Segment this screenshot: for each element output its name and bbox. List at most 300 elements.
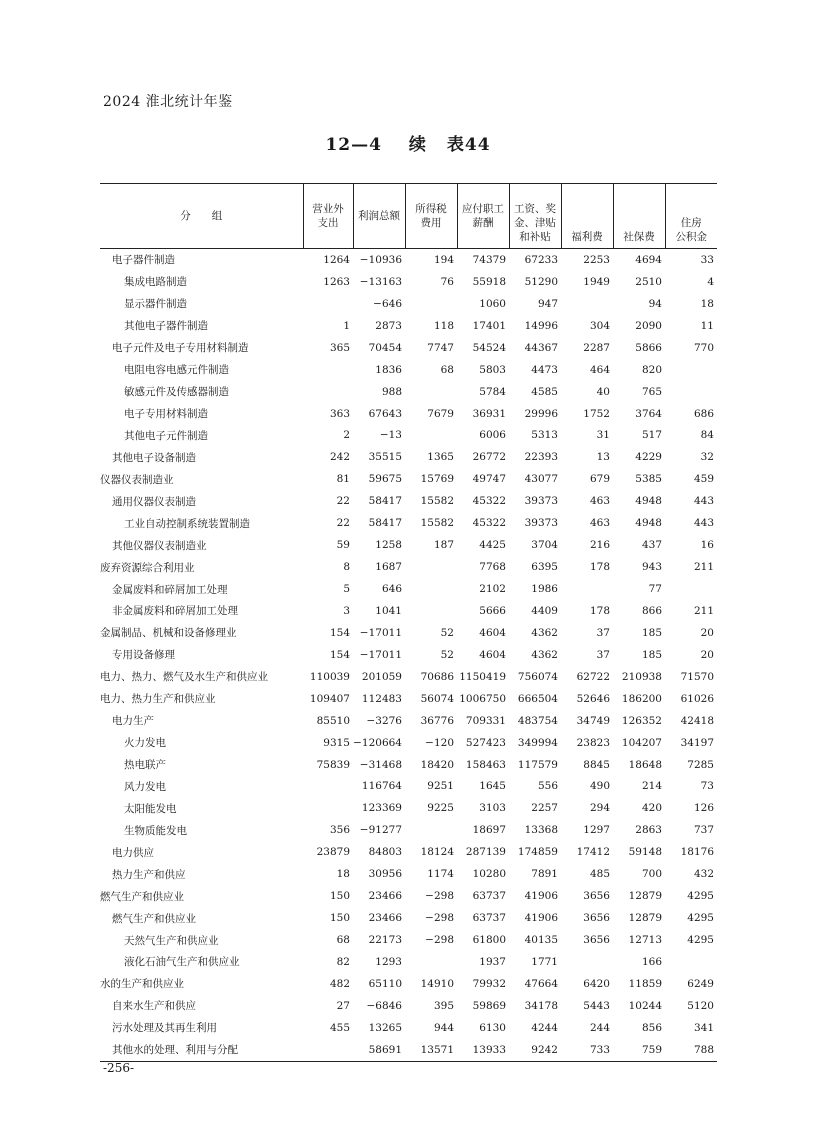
row-value: 2863	[635, 824, 662, 837]
row-value	[665, 381, 717, 403]
table-row	[100, 973, 717, 995]
row-value: 13265	[368, 1021, 402, 1034]
row-value	[405, 381, 457, 403]
row-value	[665, 359, 717, 381]
row-value: 18	[700, 297, 714, 310]
row-label: 金属废料和碎屑加工处理	[112, 583, 228, 596]
row-value: 51290	[524, 275, 558, 288]
row-value: 4295	[687, 912, 714, 925]
row-label: 风力发电	[124, 780, 166, 793]
row-value: 944	[433, 1021, 454, 1034]
row-value	[561, 578, 613, 600]
row-value: 733	[561, 1039, 613, 1061]
row-value: 14910	[420, 977, 454, 990]
table-header	[100, 184, 717, 249]
row-value: 62722	[576, 670, 610, 683]
header-welfare: 福利费	[561, 184, 613, 249]
row-value: 216	[589, 539, 610, 552]
row-value: 4362	[531, 626, 558, 639]
row-value: 44367	[524, 341, 558, 354]
row-value: 41906	[524, 912, 558, 925]
table-row	[100, 534, 717, 556]
row-value: 4295	[687, 890, 714, 903]
row-value: 349994	[517, 736, 558, 749]
row-value: 150	[329, 912, 350, 925]
header-wages: 工资、奖 金、津贴 和补贴	[509, 184, 561, 249]
row-value: 36931	[472, 407, 506, 420]
row-label: 显示器件制造	[124, 298, 187, 311]
row-value: 13368	[524, 824, 558, 837]
row-value: 18697	[472, 824, 506, 837]
row-value: 45322	[472, 517, 506, 530]
row-value: 33	[700, 253, 714, 266]
row-label: 太阳能发电	[124, 802, 177, 815]
row-value: 9225	[427, 802, 454, 815]
row-value: 490	[589, 780, 610, 793]
table-row	[100, 797, 717, 819]
row-value: 211	[693, 604, 714, 617]
row-label: 其他水的处理、利用与分配	[100, 1039, 303, 1061]
row-value: −298	[425, 934, 454, 947]
row-value: 40135	[524, 934, 558, 947]
row-value: 6420	[583, 977, 610, 990]
row-value: 79932	[472, 977, 506, 990]
row-value: 12879	[628, 912, 662, 925]
row-value: −17011	[359, 626, 402, 639]
row-value: 13571	[405, 1039, 457, 1061]
row-value: 1645	[479, 780, 506, 793]
row-value: 1263	[323, 275, 350, 288]
row-value: 45322	[472, 495, 506, 508]
table-name-1: 续	[408, 135, 427, 155]
row-value: 1365	[427, 451, 454, 464]
row-value: 18176	[680, 846, 714, 859]
row-value	[405, 293, 457, 315]
row-label: 燃气生产和供应业	[112, 912, 196, 925]
row-value: 1986	[531, 583, 558, 596]
row-value	[303, 381, 353, 403]
row-label: 非金属废料和碎屑加工处理	[112, 605, 238, 618]
table-row	[100, 622, 717, 644]
row-value: 866	[641, 604, 662, 617]
row-value: 3656	[583, 912, 610, 925]
row-value: 34749	[576, 714, 610, 727]
row-label: 其他电子元件制造	[124, 429, 208, 442]
row-value: 356	[329, 824, 350, 837]
row-value: 1258	[375, 539, 402, 552]
row-value: 4295	[687, 934, 714, 947]
row-value: 4	[707, 275, 714, 288]
row-value: 4604	[479, 648, 506, 661]
row-value: 7679	[427, 407, 454, 420]
row-value: 3764	[635, 407, 662, 420]
row-value: 210938	[621, 670, 662, 683]
row-value: 646	[381, 583, 402, 596]
row-value: 2257	[531, 802, 558, 815]
row-value: 70686	[420, 670, 454, 683]
table-row	[100, 644, 717, 666]
table-row	[100, 1039, 717, 1061]
table-row	[100, 1017, 717, 1039]
table-row	[100, 666, 717, 688]
row-label: 天然气生产和供应业	[124, 934, 219, 947]
row-value: 68	[440, 363, 454, 376]
table-row	[100, 490, 717, 512]
row-value: 214	[641, 780, 662, 793]
table-row	[100, 359, 717, 381]
row-value: 4409	[531, 604, 558, 617]
row-value: 6249	[687, 977, 714, 990]
row-value: 3103	[479, 802, 506, 815]
row-value	[561, 951, 613, 973]
row-value: 464	[589, 363, 610, 376]
row-value: 58691	[353, 1039, 405, 1061]
statistics-table-container	[100, 183, 717, 1062]
row-value: 158463	[465, 758, 506, 771]
row-value: 18	[336, 868, 350, 881]
row-value: 52646	[576, 692, 610, 705]
row-value: 943	[641, 561, 662, 574]
row-value: 59148	[628, 846, 662, 859]
row-value: 437	[641, 539, 662, 552]
row-value: 3656	[583, 934, 610, 947]
row-value: 756074	[517, 670, 558, 683]
row-value: 5666	[479, 604, 506, 617]
table-row	[100, 425, 717, 447]
row-value: 43077	[524, 473, 558, 486]
row-value: 4948	[635, 517, 662, 530]
table-row	[100, 337, 717, 359]
row-value: 1150419	[459, 670, 506, 683]
row-value: 6130	[479, 1021, 506, 1034]
header-income-tax: 所得税 费用	[405, 184, 457, 249]
table-row	[100, 885, 717, 907]
row-value: −3276	[366, 714, 402, 727]
row-value	[405, 951, 457, 973]
row-value: 4604	[479, 626, 506, 639]
row-value: 178	[589, 561, 610, 574]
row-value: 54524	[472, 341, 506, 354]
row-value: 820	[641, 363, 662, 376]
header-social-security: 社保费	[613, 184, 665, 249]
row-value: 7285	[687, 758, 714, 771]
row-label: 废弃资源综合利用业	[100, 561, 195, 574]
row-value: −13163	[359, 275, 402, 288]
row-value: 2253	[583, 253, 610, 266]
row-value: 463	[589, 517, 610, 530]
row-value: 154	[329, 626, 350, 639]
header-group: 分 组	[100, 184, 303, 249]
row-value: 12713	[628, 934, 662, 947]
row-value: 27	[336, 999, 350, 1012]
row-value	[405, 425, 457, 447]
row-value	[405, 578, 457, 600]
row-value: 5784	[479, 385, 506, 398]
row-label: 生物质能发电	[124, 824, 187, 837]
table-row	[100, 468, 717, 490]
table-row	[100, 293, 717, 315]
row-value: 6395	[531, 561, 558, 574]
row-value: 556	[537, 780, 558, 793]
row-value: 31	[596, 429, 610, 442]
row-label: 专用设备修理	[112, 649, 175, 662]
row-value: 29996	[524, 407, 558, 420]
row-value: 6006	[479, 429, 506, 442]
row-value: 443	[693, 517, 714, 530]
row-value: 187	[433, 539, 454, 552]
row-value: 23823	[576, 736, 610, 749]
row-value: 294	[589, 802, 610, 815]
row-value: 13933	[457, 1039, 509, 1061]
row-label: 电阻电容电感元件制造	[124, 364, 229, 377]
table-row	[100, 776, 717, 798]
row-value: 37	[596, 626, 610, 639]
table-row	[100, 271, 717, 293]
row-value: 1293	[375, 955, 402, 968]
row-value: 2102	[479, 583, 506, 596]
row-value: 58417	[368, 517, 402, 530]
row-value: 23466	[368, 912, 402, 925]
row-value: 1	[343, 319, 350, 332]
table-row	[100, 754, 717, 776]
row-value: 23879	[316, 846, 350, 859]
row-value: 9315	[323, 736, 350, 749]
row-value: 4229	[635, 451, 662, 464]
row-value: 185	[641, 648, 662, 661]
row-value: 40	[596, 385, 610, 398]
row-value: 856	[641, 1021, 662, 1034]
row-value: 61800	[472, 934, 506, 947]
row-value: 15769	[420, 473, 454, 486]
row-value	[665, 951, 717, 973]
row-value: 34197	[680, 736, 714, 749]
row-value: 20	[700, 648, 714, 661]
row-label: 热电联产	[124, 759, 166, 772]
row-value: 26772	[472, 451, 506, 464]
row-value: 1836	[375, 363, 402, 376]
row-value: 18420	[420, 758, 454, 771]
row-value: 11859	[628, 977, 662, 990]
table-row	[100, 710, 717, 732]
row-value: 18124	[420, 846, 454, 859]
row-value: 482	[329, 977, 350, 990]
row-value: 5385	[635, 473, 662, 486]
row-value: 63737	[472, 890, 506, 903]
row-label: 敏感元件及传感器制造	[124, 386, 229, 399]
row-value: 67233	[524, 253, 558, 266]
row-value: 788	[665, 1039, 717, 1061]
row-value: 3704	[531, 539, 558, 552]
row-value: 2510	[635, 275, 662, 288]
row-value: 11	[700, 319, 714, 332]
row-label: 电力生产	[112, 715, 154, 728]
row-value: 35515	[368, 451, 402, 464]
row-label: 电子器件制造	[112, 254, 175, 267]
row-value: 194	[433, 253, 454, 266]
table-title	[0, 130, 816, 155]
row-label: 水的生产和供应业	[100, 978, 184, 991]
row-value: 12879	[628, 890, 662, 903]
row-value: 686	[693, 407, 714, 420]
row-value: 2287	[583, 341, 610, 354]
row-value: 709331	[465, 714, 506, 727]
row-value: 47664	[524, 977, 558, 990]
row-label: 污水处理及其再生利用	[112, 1022, 217, 1035]
row-value: 16	[700, 539, 714, 552]
row-value: 150	[329, 890, 350, 903]
table-row	[100, 863, 717, 885]
row-value: 42418	[680, 714, 714, 727]
row-value: 3	[343, 604, 350, 617]
row-value: 77	[648, 583, 662, 596]
row-value: 18648	[628, 758, 662, 771]
row-value: 68	[336, 934, 350, 947]
row-value: 483754	[517, 714, 558, 727]
table-row	[100, 841, 717, 863]
table-row	[100, 403, 717, 425]
row-value: 1006750	[459, 692, 506, 705]
row-value: 14996	[524, 319, 558, 332]
row-value: 74379	[472, 253, 506, 266]
row-label: 其他电子设备制造	[112, 451, 196, 464]
row-value: 71570	[680, 670, 714, 683]
row-value: 17401	[472, 319, 506, 332]
table-row	[100, 512, 717, 534]
row-value: −17011	[359, 648, 402, 661]
row-value: −10936	[359, 253, 402, 266]
row-value: 8	[343, 561, 350, 574]
row-value: 1949	[583, 275, 610, 288]
row-value: 1041	[375, 604, 402, 617]
page-number: -256-	[103, 1061, 135, 1075]
row-value: 59869	[472, 999, 506, 1012]
row-value: 700	[641, 868, 662, 881]
row-value: 61026	[680, 692, 714, 705]
row-value: 55918	[472, 275, 506, 288]
row-value: 166	[641, 955, 662, 968]
table-number: 12—4	[325, 135, 382, 155]
row-value: 1297	[583, 824, 610, 837]
row-value: 5866	[635, 341, 662, 354]
table-row	[100, 951, 717, 973]
row-value: 244	[589, 1021, 610, 1034]
table-row	[100, 578, 717, 600]
row-value: 49747	[472, 473, 506, 486]
table-row	[100, 929, 717, 951]
row-value: 4473	[531, 363, 558, 376]
row-value: 10280	[472, 868, 506, 881]
row-value	[405, 819, 457, 841]
row-value: 109407	[309, 692, 350, 705]
statistics-table	[100, 183, 717, 1062]
row-value: 4425	[479, 539, 506, 552]
row-value: 85510	[316, 714, 350, 727]
table-row	[100, 688, 717, 710]
table-name-2: 表44	[446, 135, 491, 155]
row-value: 104207	[621, 736, 662, 749]
row-value: 201059	[361, 670, 402, 683]
header-payroll-payable: 应付职工 薪酬	[457, 184, 509, 249]
row-label: 火力发电	[124, 737, 166, 750]
row-value: 67643	[368, 407, 402, 420]
row-value: 39373	[524, 495, 558, 508]
row-value: 485	[589, 868, 610, 881]
table-row	[100, 907, 717, 929]
row-value: 2	[343, 429, 350, 442]
row-value	[303, 797, 353, 819]
table-row	[100, 381, 717, 403]
row-value: 20	[700, 626, 714, 639]
row-label: 电力供应	[112, 846, 154, 859]
row-label: 仪器仪表制造业	[100, 473, 174, 486]
row-value: 395	[433, 999, 454, 1012]
row-value: −91277	[359, 824, 402, 837]
row-value: 32	[700, 451, 714, 464]
row-value	[561, 293, 613, 315]
row-value	[303, 776, 353, 798]
row-value: −6846	[366, 999, 402, 1012]
row-value: 81	[336, 473, 350, 486]
row-value: 185	[641, 626, 662, 639]
row-value: 118	[433, 319, 454, 332]
row-value: 154	[329, 648, 350, 661]
row-label: 工业自动控制系统装置制造	[124, 517, 250, 530]
row-label: 自来水生产和供应	[112, 1000, 196, 1013]
row-value: 186200	[621, 692, 662, 705]
table-row	[100, 600, 717, 622]
row-value: 22	[336, 495, 350, 508]
row-value: 5120	[687, 999, 714, 1012]
row-value: −120664	[353, 736, 402, 749]
row-value: 455	[329, 1021, 350, 1034]
row-value: 82	[336, 955, 350, 968]
row-value: 59	[336, 539, 350, 552]
table-row	[100, 315, 717, 337]
row-value: 1752	[583, 407, 610, 420]
row-value: 94	[648, 297, 662, 310]
table-row	[100, 249, 717, 271]
row-value: 4948	[635, 495, 662, 508]
row-label: 通用仪器仪表制造	[112, 495, 196, 508]
header-total-profit: 利润总额	[353, 184, 405, 249]
row-value: 41906	[524, 890, 558, 903]
row-value: 341	[693, 1021, 714, 1034]
row-value: 765	[641, 385, 662, 398]
row-label: 其他电子器件制造	[124, 320, 208, 333]
table-row	[100, 995, 717, 1017]
row-value: 123369	[361, 802, 402, 815]
row-value: 15582	[420, 517, 454, 530]
row-value: 36776	[420, 714, 454, 727]
row-value: 5313	[531, 429, 558, 442]
row-value: 463	[589, 495, 610, 508]
row-label: 燃气生产和供应业	[100, 890, 184, 903]
row-value: 443	[693, 495, 714, 508]
row-value: 59675	[368, 473, 402, 486]
row-value: 8845	[583, 758, 610, 771]
row-value: 304	[589, 319, 610, 332]
table-row	[100, 819, 717, 841]
row-label: 集成电路制造	[124, 276, 187, 289]
row-value: 174859	[517, 846, 558, 859]
row-value: 13	[596, 451, 610, 464]
row-value: 2090	[635, 319, 662, 332]
row-value: −120	[425, 736, 454, 749]
row-value: 52	[440, 648, 454, 661]
row-value: 178	[589, 604, 610, 617]
table-row	[100, 446, 717, 468]
row-value: 7768	[479, 561, 506, 574]
